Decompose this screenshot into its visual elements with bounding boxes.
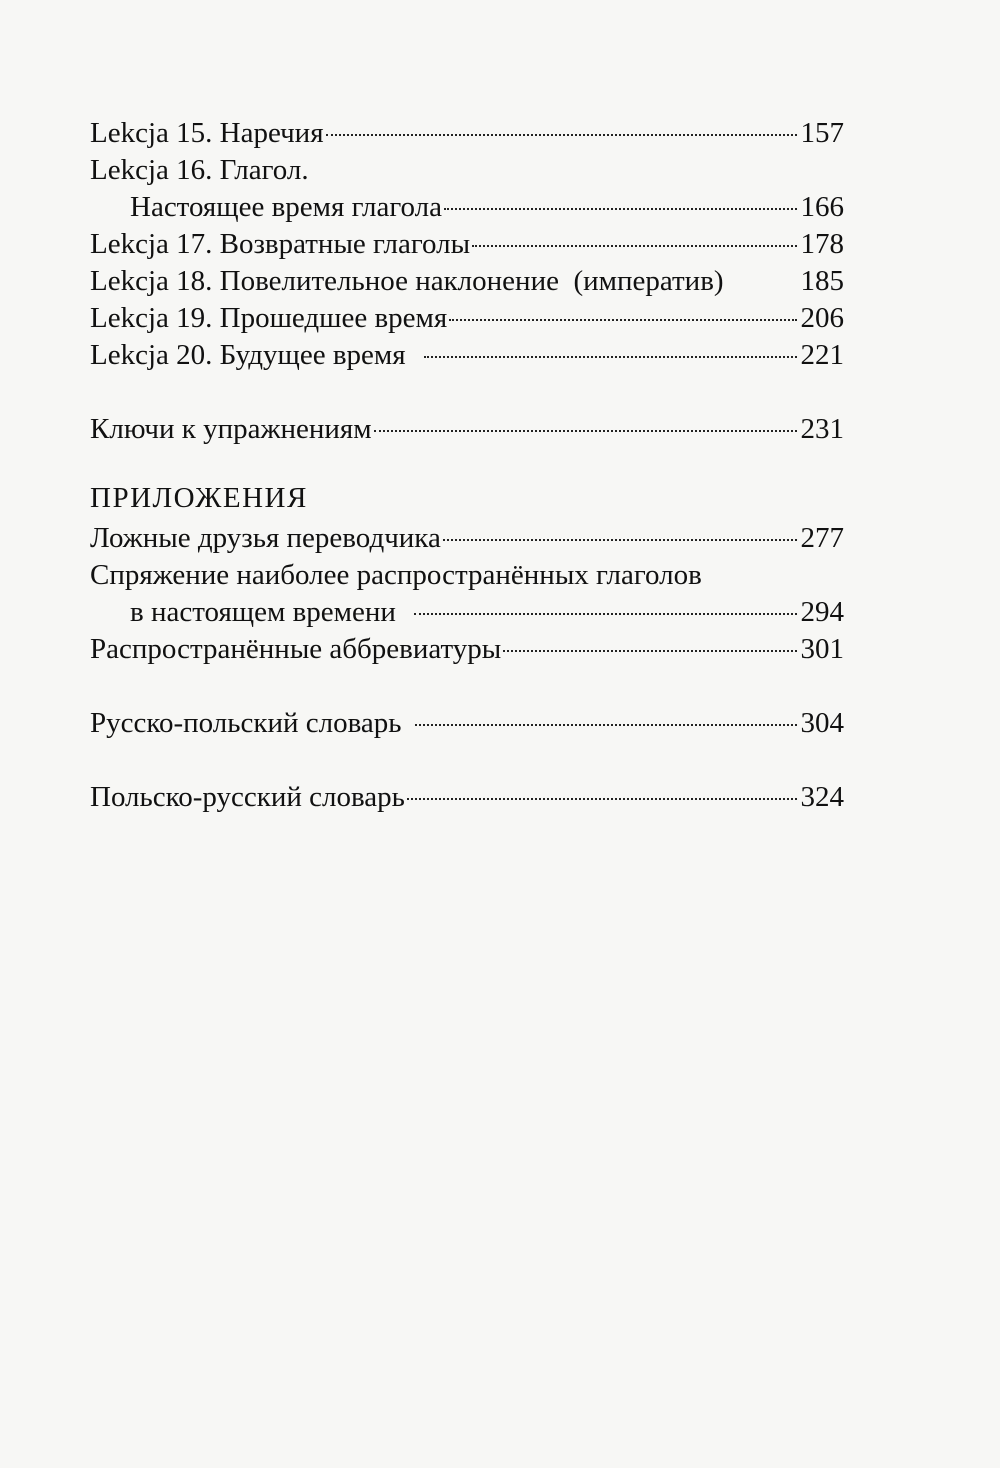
toc-entry-page: 324 bbox=[800, 781, 844, 813]
appendix-heading: ПРИЛОЖЕНИЯ bbox=[90, 482, 308, 514]
toc-entry-title: Lekcja 19. Прошедшее время bbox=[90, 302, 448, 334]
toc-entry-conjugation bbox=[90, 557, 844, 594]
toc-entry-title: Спряжение наиболее распространённых глаголов bbox=[90, 559, 702, 591]
toc-entry-title: Lekcja 18. Повелительное наклонение (императив) bbox=[90, 265, 724, 297]
toc-entry-title: Lekcja 17. Возвратные глаголы bbox=[90, 228, 471, 260]
dot-leader bbox=[414, 613, 797, 615]
dot-leader bbox=[472, 245, 796, 247]
toc-entry-lesson-20 bbox=[90, 337, 844, 374]
toc-entry-title: Русско-польский словарь bbox=[90, 707, 402, 739]
toc-entry-title: в настоящем времени bbox=[130, 596, 396, 628]
toc-entry-title: Распространённые аббревиатуры bbox=[90, 633, 502, 665]
toc-entry-title: Lekcja 16. Глагол. bbox=[90, 154, 309, 186]
toc-entry-page: 231 bbox=[800, 413, 844, 445]
table-of-contents bbox=[90, 115, 844, 816]
toc-entry-lesson-16-continued bbox=[90, 189, 844, 226]
dot-leader bbox=[407, 798, 797, 800]
toc-entry-page: 294 bbox=[800, 596, 844, 628]
toc-entry-page: 301 bbox=[800, 633, 844, 665]
toc-entry-lesson-16 bbox=[90, 152, 844, 189]
dot-leader bbox=[374, 430, 797, 432]
toc-entry-page: 166 bbox=[800, 191, 844, 223]
toc-entry-lesson-18 bbox=[90, 263, 844, 300]
toc-entry-abbreviations bbox=[90, 631, 844, 668]
toc-entry-lesson-15 bbox=[90, 115, 844, 152]
toc-entry-dictionary-pl-ru bbox=[90, 779, 844, 816]
toc-entry-title: Lekcja 20. Будущее время bbox=[90, 339, 406, 371]
spacer bbox=[90, 668, 844, 705]
toc-entry-page: 185 bbox=[800, 265, 844, 297]
dot-leader bbox=[443, 539, 797, 541]
spacer bbox=[90, 374, 844, 411]
toc-entry-page: 221 bbox=[800, 339, 844, 371]
toc-entry-title: Настоящее время глагола bbox=[130, 191, 442, 223]
toc-entry-page: 206 bbox=[800, 302, 844, 334]
spacer bbox=[90, 448, 844, 476]
toc-entry-lesson-19 bbox=[90, 300, 844, 337]
toc-entry-title: Lekcja 15. Наречия bbox=[90, 117, 324, 149]
toc-entry-title: Ложные друзья переводчика bbox=[90, 522, 441, 554]
dot-leader bbox=[503, 650, 796, 652]
toc-entry-page: 304 bbox=[800, 707, 844, 739]
toc-entry-page: 178 bbox=[800, 228, 844, 260]
toc-entry-title: Ключи к упражнениям bbox=[90, 413, 372, 445]
toc-entry-keys bbox=[90, 411, 844, 448]
dot-leader bbox=[424, 356, 797, 358]
toc-entry-conjugation-continued bbox=[90, 594, 844, 631]
toc-entry-lesson-17 bbox=[90, 226, 844, 263]
dot-leader bbox=[326, 134, 797, 136]
toc-entry-page: 277 bbox=[800, 522, 844, 554]
dot-leader bbox=[444, 208, 797, 210]
toc-entry-title: Польско-русский словарь bbox=[90, 781, 405, 813]
dot-leader bbox=[415, 724, 796, 726]
dot-leader bbox=[449, 319, 796, 321]
toc-entry-dictionary-ru-pl bbox=[90, 705, 844, 742]
toc-entry-page: 157 bbox=[800, 117, 844, 149]
spacer bbox=[90, 742, 844, 779]
toc-entry-false-friends bbox=[90, 520, 844, 557]
